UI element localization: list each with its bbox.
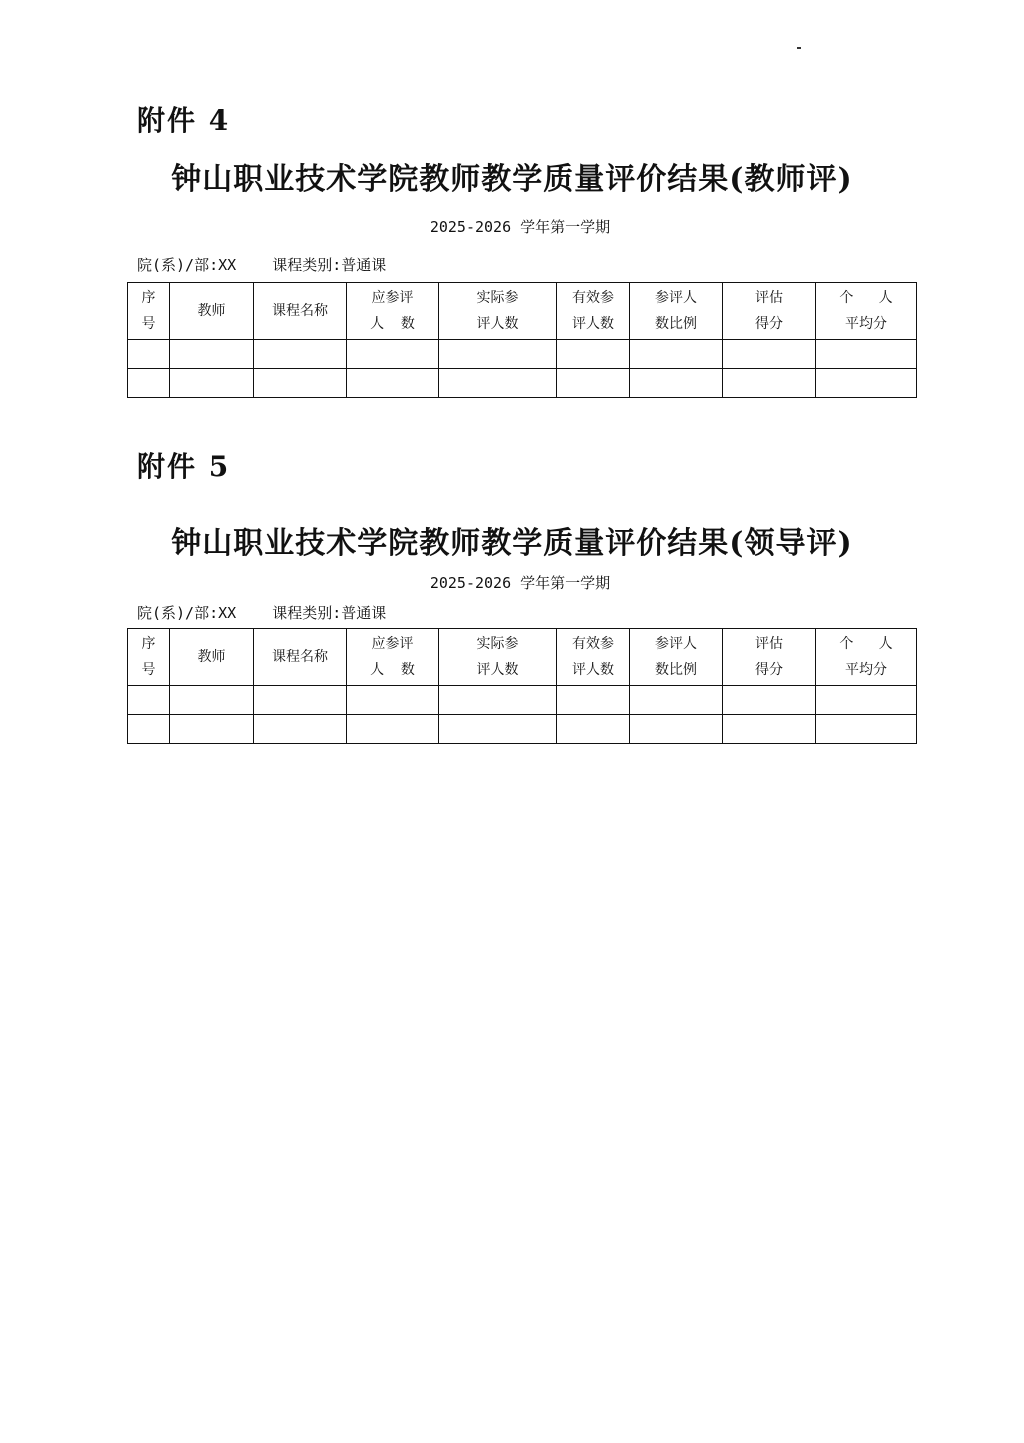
page-scan-mark [797,47,801,49]
table-cell [723,340,816,369]
document-title: 钟山职业技术学院教师教学质量评价结果(领导评) [171,526,853,561]
table-cell [170,340,254,369]
table-cell [723,686,816,715]
table-cell [439,686,557,715]
table-row [128,715,917,744]
table-cell [816,340,917,369]
table-row [128,686,917,715]
col-header-personal-average: 个 人 平均分 [816,629,917,686]
table-cell [347,715,439,744]
meta-line [137,254,386,276]
col-header-actual-raters: 实际参 评人数 [439,629,557,686]
table-cell [439,715,557,744]
table-cell [254,686,347,715]
document-title: 钟山职业技术学院教师教学质量评价结果(教师评) [171,162,853,197]
table-cell [557,340,630,369]
table-cell [347,686,439,715]
table-cell [557,715,630,744]
evaluation-table [127,282,917,398]
table-cell [254,715,347,744]
col-header-participation-ratio: 参评人 数比例 [630,629,723,686]
table-cell [816,369,917,398]
table-cell [557,369,630,398]
table-cell [816,686,917,715]
course-type-field: 课程类别:普通课 [272,256,387,274]
academic-term: 2025-2026 学年第一学期 [429,218,611,236]
course-type-field: 课程类别:普通课 [272,604,387,622]
col-header-course-name: 课程名称 [254,283,347,340]
col-header-index: 序 号 [128,283,170,340]
col-header-course-name: 课程名称 [254,629,347,686]
table-cell [128,686,170,715]
table-cell [439,369,557,398]
col-header-teacher: 教师 [170,629,254,686]
table-cell [170,715,254,744]
table-cell [630,340,723,369]
academic-term: 2025-2026 学年第一学期 [429,574,611,592]
col-header-teacher: 教师 [170,283,254,340]
table-cell [439,340,557,369]
table-header-row [128,283,917,340]
table-row [128,340,917,369]
table-cell [128,369,170,398]
table-cell [170,369,254,398]
col-header-valid-raters: 有效参 评人数 [557,283,630,340]
table-cell [723,715,816,744]
table-cell [723,369,816,398]
table-cell [630,686,723,715]
col-header-participation-ratio: 参评人 数比例 [630,283,723,340]
table-cell [347,340,439,369]
table-cell [816,715,917,744]
col-header-index: 序 号 [128,629,170,686]
attachment-label: 附件 4 [137,104,231,137]
col-header-score: 评估 得分 [723,283,816,340]
attachment-label: 附件 5 [137,450,231,483]
table-cell [254,369,347,398]
table-cell [170,686,254,715]
table-cell [630,369,723,398]
table-row [128,369,917,398]
meta-line [137,602,386,624]
col-header-valid-raters: 有效参 评人数 [557,629,630,686]
table-cell [630,715,723,744]
table-cell [254,340,347,369]
department-field: 院(系)/部:XX [137,604,237,622]
col-header-score: 评估 得分 [723,629,816,686]
department-field: 院(系)/部:XX [137,256,237,274]
col-header-personal-average: 个 人 平均分 [816,283,917,340]
table-cell [557,686,630,715]
col-header-actual-raters: 实际参 评人数 [439,283,557,340]
col-header-expected-raters: 应参评 人 数 [347,629,439,686]
table-cell [128,340,170,369]
table-cell [128,715,170,744]
evaluation-table [127,628,917,744]
col-header-expected-raters: 应参评 人 数 [347,283,439,340]
table-header-row [128,629,917,686]
table-cell [347,369,439,398]
